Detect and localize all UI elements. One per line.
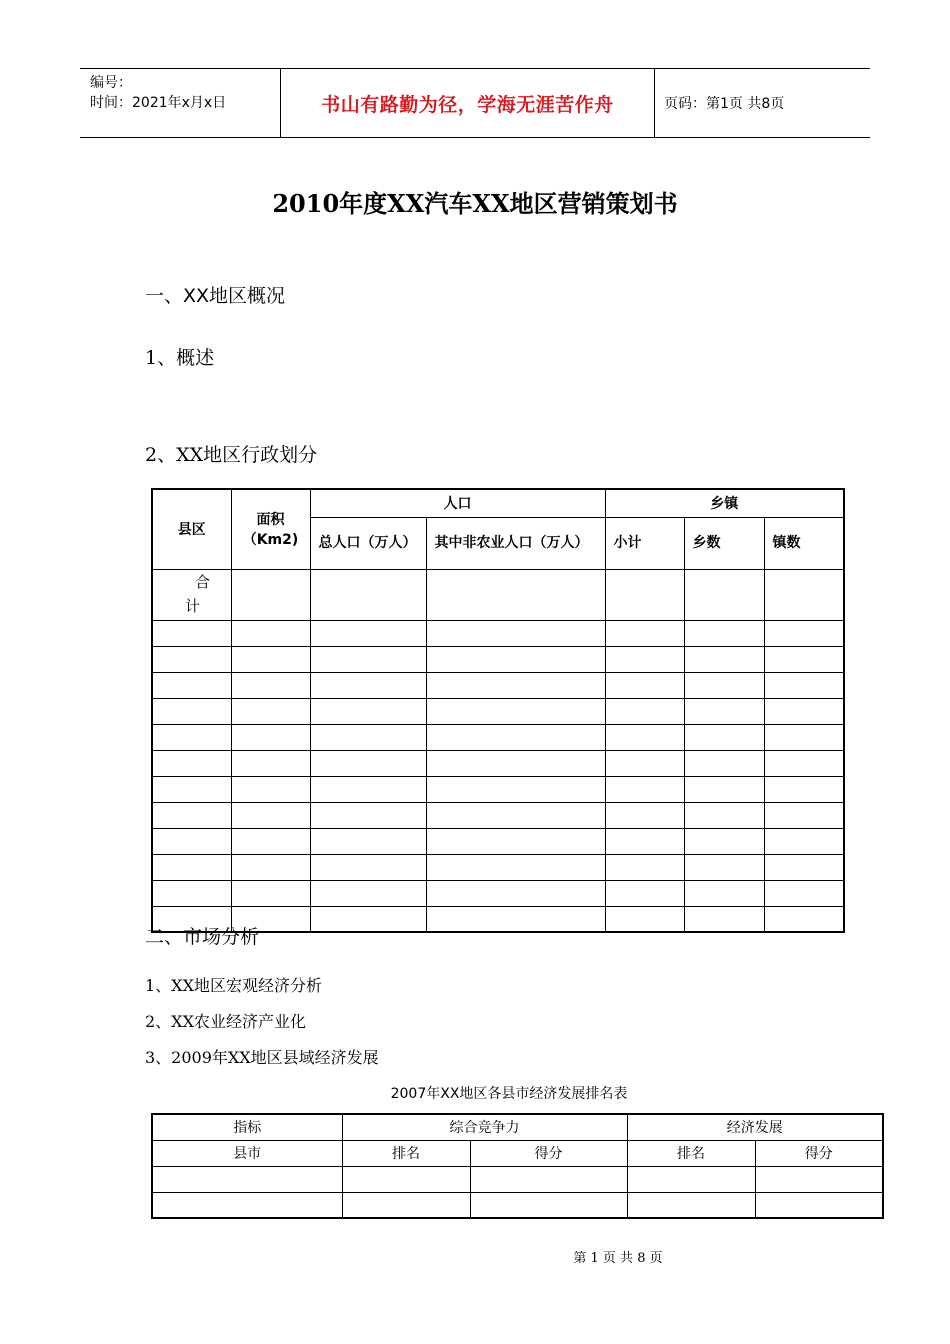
table-cell: [764, 672, 844, 698]
table-cell: [310, 854, 426, 880]
table-row: [152, 724, 844, 750]
col-area-header-line1: 面积: [256, 512, 285, 529]
table-cell: [152, 750, 231, 776]
table-row: [152, 698, 844, 724]
table-cell: [310, 569, 426, 620]
table-cell: [152, 776, 231, 802]
table-cell: [605, 724, 684, 750]
col-townships-header: 乡数: [684, 517, 764, 569]
table-cell: [426, 698, 605, 724]
table-row: [152, 776, 844, 802]
table-cell: [764, 776, 844, 802]
table-row: [152, 672, 844, 698]
col-rank-1-header: 排名: [342, 1140, 470, 1166]
table-cell: [684, 776, 764, 802]
table-cell: [426, 672, 605, 698]
table-row: [152, 750, 844, 776]
page-footer: 第 1 页 共 8 页: [573, 1251, 663, 1266]
table-cell: [310, 828, 426, 854]
table-cell: [426, 880, 605, 906]
table-cell: [426, 802, 605, 828]
table-cell: [627, 1166, 755, 1192]
table-cell: [310, 620, 426, 646]
total-row-label-line1: 合: [195, 572, 211, 591]
table-cell: [764, 854, 844, 880]
table-cell: [684, 569, 764, 620]
table-cell: [231, 620, 310, 646]
table-cell: [605, 569, 684, 620]
table-cell: [426, 828, 605, 854]
table-cell: [310, 724, 426, 750]
section1-heading: 一、XX地区概况: [145, 285, 286, 307]
table-cell: [152, 1192, 342, 1218]
table-cell: [231, 854, 310, 880]
table-cell: [605, 646, 684, 672]
table-row: [152, 854, 844, 880]
table-cell: [605, 620, 684, 646]
table-cell: [764, 646, 844, 672]
col-towns-header: 镇数: [764, 517, 844, 569]
group-population-header: 人口: [310, 489, 605, 517]
document-title: 2010年度XX汽车XX地区营销策划书: [272, 189, 678, 218]
table-cell: [426, 776, 605, 802]
table-cell: [310, 906, 426, 932]
total-row-label-line2: 计: [185, 596, 201, 615]
admin-division-table: [151, 488, 845, 933]
header-code-label: 编号：: [90, 75, 132, 91]
section1-sub2: 2、XX地区行政划分: [145, 444, 318, 466]
table-cell: [627, 1192, 755, 1218]
table-cell: [310, 776, 426, 802]
table-cell: [684, 672, 764, 698]
table-cell: [605, 776, 684, 802]
table-cell: [152, 672, 231, 698]
table-cell: [310, 698, 426, 724]
table-cell: [764, 750, 844, 776]
table-cell: [231, 750, 310, 776]
document-header: [80, 68, 870, 138]
table-cell: [684, 906, 764, 932]
table-cell: [152, 854, 231, 880]
col-total-pop-header: 总人口（万人）: [310, 517, 426, 569]
col-indicator-header: 指标: [152, 1114, 342, 1140]
table-cell: [764, 569, 844, 620]
total-row-label: [152, 569, 231, 620]
table-cell: [470, 1166, 627, 1192]
table-cell: [152, 880, 231, 906]
col-score-2-header: 得分: [755, 1140, 883, 1166]
table-cell: [152, 698, 231, 724]
table-cell: [231, 802, 310, 828]
table-cell: [605, 672, 684, 698]
table-cell: [764, 828, 844, 854]
table-cell: [684, 620, 764, 646]
col-county-city-header: 县市: [152, 1140, 342, 1166]
table-cell: [152, 1166, 342, 1192]
section1-sub1: 1、概述: [145, 347, 215, 369]
table-cell: [152, 828, 231, 854]
table-cell: [605, 828, 684, 854]
col-county-header: 县区: [152, 489, 231, 569]
col-rank-2-header: 排名: [627, 1140, 755, 1166]
table-cell: [684, 724, 764, 750]
table-cell: [152, 724, 231, 750]
header-page-info: 页码：第1页 共8页: [664, 96, 785, 112]
table-cell: [605, 698, 684, 724]
table-cell: [342, 1166, 470, 1192]
table-cell: [152, 620, 231, 646]
table-cell: [310, 672, 426, 698]
table-cell: [310, 802, 426, 828]
table-cell: [764, 698, 844, 724]
table-row: [152, 1166, 883, 1192]
table-cell: [426, 906, 605, 932]
table-cell: [231, 724, 310, 750]
table-cell: [426, 854, 605, 880]
col-area-header-line2: （Km2): [242, 532, 299, 549]
col-subtotal-header: 小计: [605, 517, 684, 569]
table-cell: [152, 646, 231, 672]
table-cell: [152, 802, 231, 828]
table-cell: [684, 828, 764, 854]
table-cell: [684, 854, 764, 880]
table-cell: [231, 672, 310, 698]
table-cell: [231, 776, 310, 802]
table-cell: [764, 620, 844, 646]
county-ranking-table: [151, 1113, 884, 1219]
table-cell: [310, 880, 426, 906]
table-cell: [426, 750, 605, 776]
table-cell: [310, 750, 426, 776]
table-cell: [231, 646, 310, 672]
table-cell: [764, 802, 844, 828]
table2-caption: 2007年XX地区各县市经济发展排名表: [390, 1086, 628, 1102]
section2-item3: 3、2009年XX地区县域经济发展: [145, 1048, 379, 1067]
col-score-1-header: 得分: [470, 1140, 627, 1166]
table-cell: [426, 646, 605, 672]
table-row: [152, 802, 844, 828]
table-cell: [764, 906, 844, 932]
section2-item2: 2、XX农业经济产业化: [145, 1012, 306, 1031]
table-cell: [684, 750, 764, 776]
table-cell: [426, 620, 605, 646]
header-divider-right: [654, 69, 655, 137]
table-cell: [764, 724, 844, 750]
header-date-label: 时间：2021年x月x日: [90, 95, 227, 111]
header-meta: [90, 73, 226, 113]
table-cell: [231, 698, 310, 724]
table-cell: [684, 698, 764, 724]
table-cell: [470, 1192, 627, 1218]
table-cell: [605, 880, 684, 906]
table-cell: [755, 1192, 883, 1218]
header-motto: 书山有路勤为径，学海无涯苦作舟: [321, 93, 614, 116]
table-cell: [310, 646, 426, 672]
table-cell: [605, 906, 684, 932]
table-row-total: [152, 569, 844, 620]
table-row: [152, 1192, 883, 1218]
table-row: [152, 880, 844, 906]
table-cell: [684, 802, 764, 828]
table-cell: [605, 854, 684, 880]
section2-heading: 二、市场分析: [145, 926, 260, 948]
group-development-header: 经济发展: [627, 1114, 883, 1140]
table-cell: [684, 880, 764, 906]
table-row: [152, 620, 844, 646]
table-cell: [231, 828, 310, 854]
table-cell: [764, 880, 844, 906]
table-cell: [342, 1192, 470, 1218]
group-towns-header: 乡镇: [605, 489, 844, 517]
table-row: [152, 828, 844, 854]
table-cell: [426, 569, 605, 620]
group-competitiveness-header: 综合竞争力: [342, 1114, 627, 1140]
table-cell: [231, 880, 310, 906]
col-area-header: [231, 489, 310, 569]
table-cell: [684, 646, 764, 672]
col-nonagri-pop-header: 其中非农业人口（万人）: [426, 517, 605, 569]
table-cell: [605, 750, 684, 776]
table-row: [152, 646, 844, 672]
table-cell: [426, 724, 605, 750]
table-cell: [605, 802, 684, 828]
table-cell: [231, 569, 310, 620]
table-cell: [755, 1166, 883, 1192]
section2-item1: 1、XX地区宏观经济分析: [145, 976, 322, 995]
